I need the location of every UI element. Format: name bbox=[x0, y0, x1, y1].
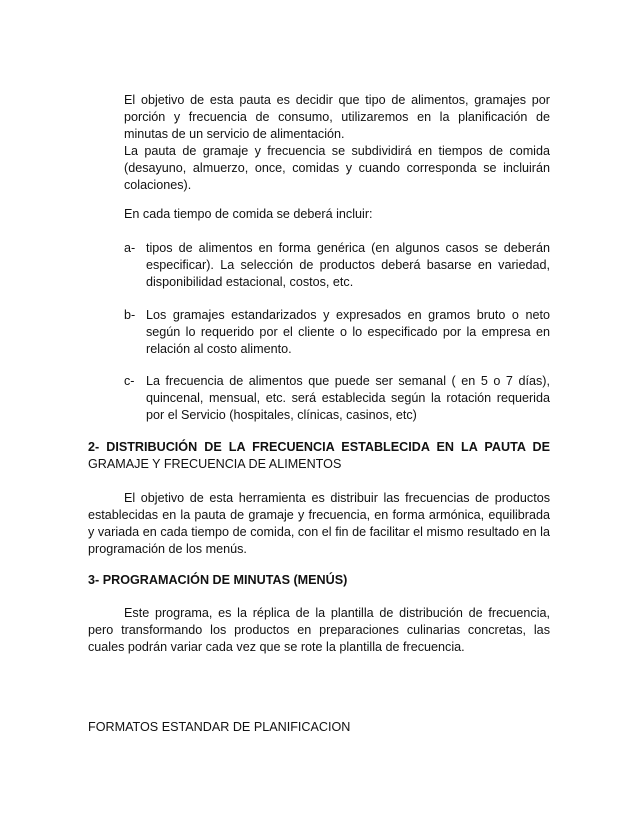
intro-paragraph-include: En cada tiempo de comida se deberá incluir: bbox=[124, 207, 373, 221]
list-text-a: tipos de alimentos en forma genérica (en algunos casos se deberán especificar). La selección de productos deberá basarse en variedad, disponibilidad estacional, costos, etc. bbox=[146, 241, 550, 289]
list-marker-c: c- bbox=[124, 374, 135, 388]
section-3-body: Este programa, es la réplica de la plantilla de distribución de frecuencia, pero transformando los productos en preparaciones culinarias concretas, las cuales podrán variar cada vez que se rote la plantilla de frecuencia. bbox=[88, 606, 550, 654]
list-item-b bbox=[124, 307, 550, 358]
list-text-c: La frecuencia de alimentos que puede ser semanal ( en 5 o 7 días), quincenal, mensual, etc. será establecida según la rotación requerida por el Servicio (hospitales, clínicas, casinos, etc) bbox=[146, 374, 550, 422]
intro-paragraph-objective: El objetivo de esta pauta es decidir que tipo de alimentos, gramajes por porción y frecuencia de consumo, utilizaremos en la planificación de minutas de un servicio de alimentación. bbox=[124, 93, 550, 141]
section-3-heading bbox=[88, 572, 550, 589]
section-2-body: El objetivo de esta herramienta es distribuir las frecuencias de productos establecidas en la pauta de gramaje y frecuencia, en forma armónica, equilibrada y variada en cada tiempo de comida, con el fin de facilitar el mismo resultado en la programación de los menús. bbox=[88, 491, 550, 556]
intro-paragraph-subdivision: La pauta de gramaje y frecuencia se subdividirá en tiempos de comida (desayuno, almuerzo, once, comidas y cuando corresponda se incluirán colaciones). bbox=[124, 144, 550, 192]
list-item-a bbox=[124, 240, 550, 291]
section-2-heading-rest: GRAMAJE Y FRECUENCIA DE ALIMENTOS bbox=[88, 457, 342, 471]
section-2-heading bbox=[88, 439, 550, 473]
list-marker-a: a- bbox=[124, 241, 136, 255]
footer-heading: FORMATOS ESTANDAR DE PLANIFICACION bbox=[88, 720, 351, 734]
list-marker-b: b- bbox=[124, 308, 136, 322]
section-2-heading-bold: 2- DISTRIBUCIÓN DE LA FRECUENCIA ESTABLECIDA EN LA PAUTA DE bbox=[88, 440, 550, 454]
list-item-c bbox=[124, 373, 550, 424]
list-text-b: Los gramajes estandarizados y expresados en gramos bruto o neto según lo requerido por el cliente o lo especificado por la empresa en relación al costo alimento. bbox=[146, 308, 550, 356]
section-3-heading-text: 3- PROGRAMACIÓN DE MINUTAS (MENÚS) bbox=[88, 573, 348, 587]
